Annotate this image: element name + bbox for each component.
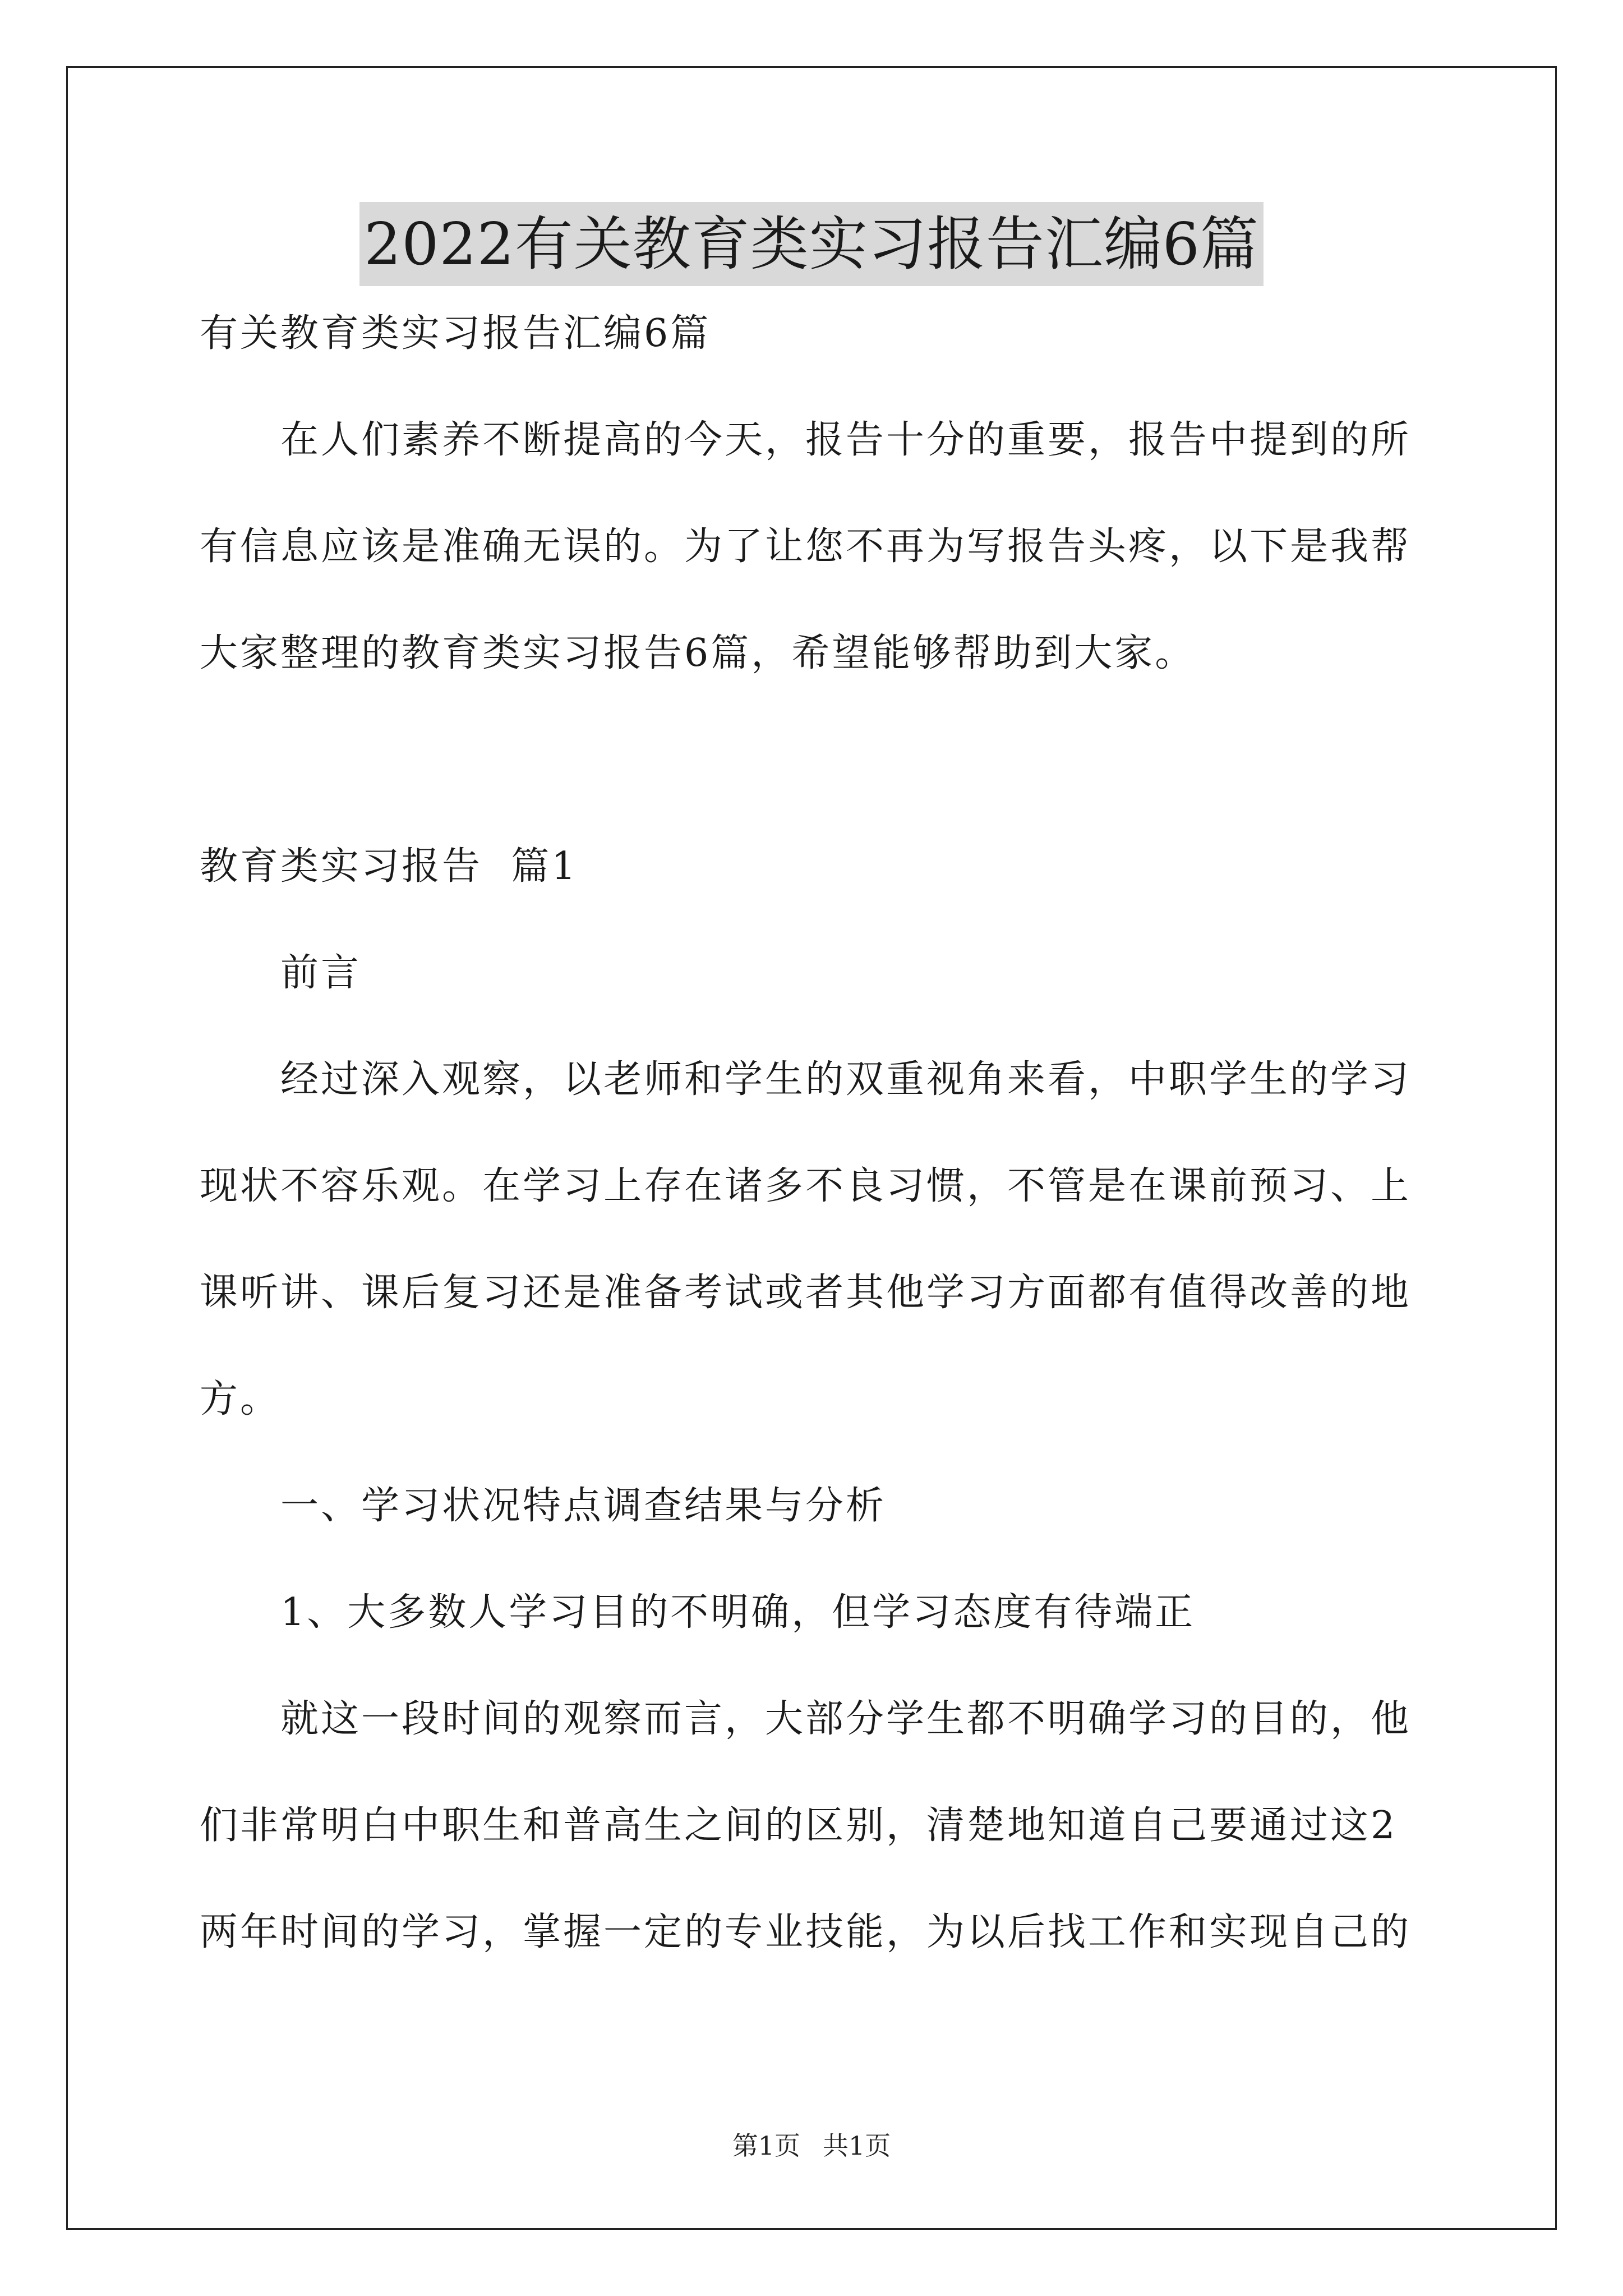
spacer: [200, 468, 1433, 519]
paragraph-line: 现状不容乐观。在学习上存在诸多不良习惯，不管是在课前预习、上: [200, 1164, 1412, 1208]
page-number: 第1页: [732, 2131, 800, 2161]
preface-heading: 前言: [280, 951, 362, 995]
preface-heading-block: [200, 945, 1433, 1001]
paragraph-line: 两年时间的学习，掌握一定的专业技能，为以后找工作和实现自己的: [200, 1910, 1412, 1954]
paragraph-line: 们非常明白中职生和普高生之间的区别，清楚地知道自己要通过这2: [200, 1803, 1398, 1848]
spacer: [200, 1747, 1433, 1798]
paragraph-line: 课听讲、课后复习还是准备考试或者其他学习方面都有值得改善的地: [200, 1271, 1412, 1315]
intro-paragraph: [200, 412, 1433, 682]
point-one-heading: 1、大多数人学习目的不明确，但学习态度有待端正: [280, 1590, 1196, 1635]
spacer: [200, 1321, 1433, 1372]
part-one-heading: 一、学习状况特点调查结果与分析: [280, 1484, 887, 1528]
document-subtitle: 有关教育类实习报告汇编6篇: [200, 311, 711, 356]
paragraph-line: 有信息应该是准确无误的。为了让您不再为写报告头疼，以下是我帮: [200, 524, 1412, 569]
spacer: [200, 682, 1433, 839]
spacer: [200, 1214, 1433, 1265]
paragraph-line: 就这一段时间的观察而言，大部分学生都不明确学习的目的，他: [280, 1697, 1412, 1741]
paragraph-line: 经过深入观察，以老师和学生的双重视角来看，中职学生的学习: [280, 1057, 1412, 1102]
part-one-heading-block: [200, 1478, 1433, 1534]
page-footer: [0, 2129, 1623, 2162]
point-one-heading-block: [200, 1585, 1433, 1641]
page-total: 共1页: [823, 2131, 891, 2161]
spacer: [200, 575, 1433, 625]
section-heading: 教育类实习报告 篇1: [200, 844, 578, 889]
spacer: [200, 1534, 1433, 1585]
spacer: [200, 1854, 1433, 1904]
document-title: 2022有关教育类实习报告汇编6篇: [359, 202, 1264, 286]
preface-paragraph: [200, 1052, 1433, 1428]
spacer: [200, 1641, 1433, 1691]
paragraph-line: 方。: [200, 1377, 281, 1421]
title-block: [0, 202, 1623, 286]
spacer: [200, 362, 1433, 412]
spacer: [200, 1108, 1433, 1158]
spacer: [200, 1001, 1433, 1052]
paragraph-line: 大家整理的教育类实习报告6篇，希望能够帮助到大家。: [200, 631, 1196, 675]
spacer: [200, 1428, 1433, 1478]
paragraph-line: 在人们素养不断提高的今天，报告十分的重要，报告中提到的所: [280, 418, 1412, 462]
point-one-paragraph: [200, 1691, 1433, 1961]
spacer: [200, 895, 1433, 945]
document-body: [200, 306, 1433, 1961]
